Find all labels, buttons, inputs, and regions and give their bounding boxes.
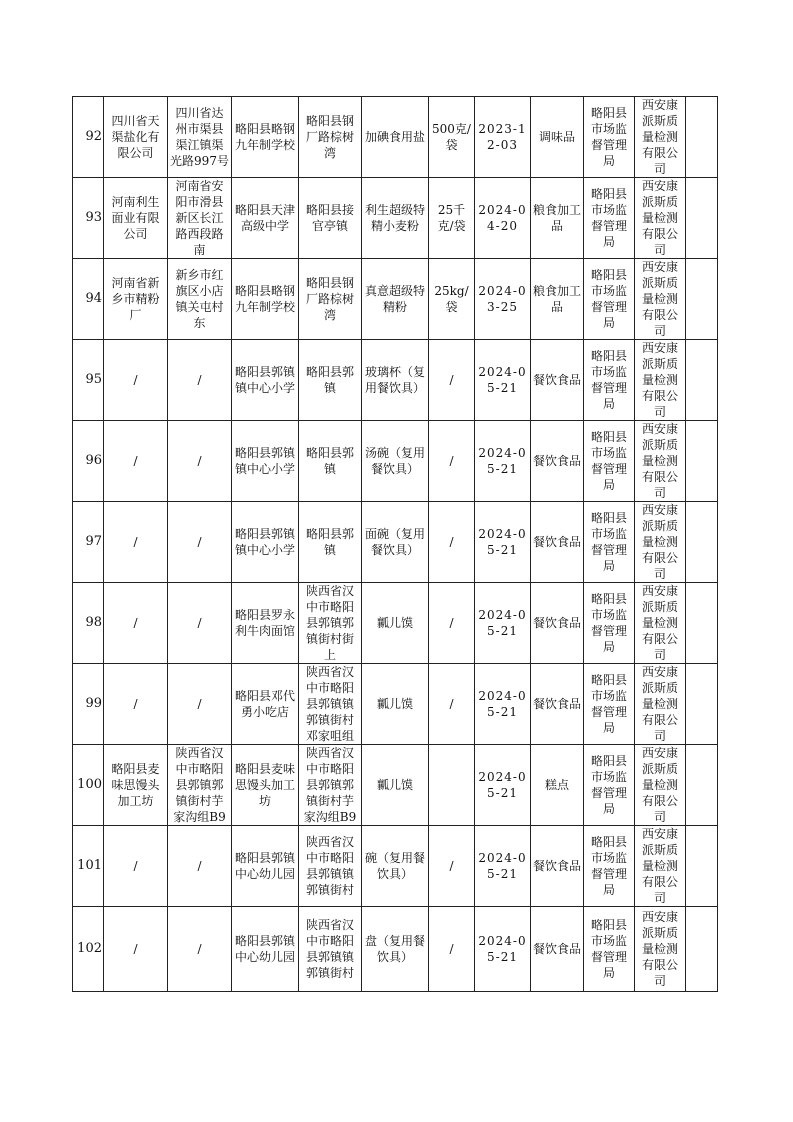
producer-name: 河南利生面业有限公司 [111,195,160,241]
producer-name-cell [104,97,168,178]
sampled-unit-name: 略阳县罗永利牛肉面馆 [234,608,295,638]
sampled-unit-name-cell [232,259,299,340]
producer-address: 新乡市红旗区小店镇关屯村东 [175,268,224,330]
task-source-cell [584,907,635,992]
testing-institution: 西安康派斯质量检测有限公司 [641,341,678,419]
production-date-cell [475,340,531,421]
specification: / [449,373,454,387]
specification-cell [429,97,475,178]
producer-address-cell [168,259,232,340]
producer-address-cell [168,583,232,664]
testing-institution-cell [635,340,686,421]
sampled-unit-name-cell [232,340,299,421]
sampled-unit-address-cell [299,340,362,421]
sampled-unit-address: 陕西省汉中市略阳县郭镇镇郭镇街村邓家咀组 [305,665,354,743]
row-number-cell [73,502,104,583]
producer-name-cell [104,502,168,583]
task-source: 略阳县市场监督管理局 [590,918,627,980]
sampled-unit-name: 略阳县郭镇中心幼儿园 [234,934,295,964]
table-row [73,907,718,992]
specification-cell [429,502,475,583]
sampled-unit-address: 陕西省汉中市略阳县郭镇郭镇街村街上 [305,584,354,662]
sampled-unit-name: 略阳县郭镇镇中心小学 [234,446,295,476]
table-row [73,340,718,421]
production-date-cell [475,745,531,826]
producer-address: / [197,454,202,468]
specification: / [449,942,454,956]
food-name: 加碘食用盐 [364,130,425,144]
food-name-cell [362,178,429,259]
specification-cell [429,259,475,340]
task-source: 略阳县市场监督管理局 [590,754,627,816]
food-name-cell [362,502,429,583]
sampled-unit-address: 陕西省汉中市略阳县郭镇镇郭镇街村 [305,918,354,980]
producer-address: / [197,616,202,630]
sampled-unit-name: 略阳县郭镇中心幼儿园 [234,851,295,881]
sampled-unit-name-cell [232,745,299,826]
sampled-unit-address-cell [299,97,362,178]
sampled-unit-address: 略阳县郭镇 [305,365,354,395]
food-name: 瓤儿馍 [376,616,413,630]
table-row [73,421,718,502]
remarks-cell [686,664,718,745]
task-source-cell [584,826,635,907]
sampled-unit-address: 陕西省汉中市略阳县郭镇郭镇街村芋家沟组B9 [303,746,357,824]
sampled-unit-address: 略阳县郭镇 [305,527,354,557]
producer-name: 河南省新乡市精粉厂 [111,276,160,322]
producer-name-cell [104,907,168,992]
testing-institution-cell [635,97,686,178]
specification: / [449,697,454,711]
table-row [73,745,718,826]
sampled-unit-name: 略阳县天津高级中学 [234,203,295,233]
producer-address: 河南省安阳市滑县新区长江路西段路南 [175,179,224,257]
remarks-cell [686,745,718,826]
table-row [73,664,718,745]
remarks-cell [686,826,718,907]
production-date-cell [475,421,531,502]
row-number-cell [73,259,104,340]
production-date: 2024-05-21 [478,446,527,476]
food-name: 碗（复用餐饮具） [364,851,425,881]
task-source: 略阳县市场监督管理局 [590,430,627,492]
row-number: 94 [85,291,102,306]
food-name: 利生超级特精小麦粉 [364,203,425,233]
task-source: 略阳县市场监督管理局 [590,268,627,330]
sampled-unit-name-cell [232,826,299,907]
production-date: 2023-12-03 [478,122,527,152]
row-number-cell [73,583,104,664]
sampled-unit-address-cell [299,664,362,745]
food-category: 粮食加工品 [533,203,581,233]
testing-institution: 西安康派斯质量检测有限公司 [641,179,678,257]
row-number-cell [73,421,104,502]
producer-name-cell [104,178,168,259]
task-source-cell [584,421,635,502]
producer-name: / [133,616,138,630]
row-number: 93 [85,210,102,225]
producer-name: 四川省天渠盐化有限公司 [111,114,160,160]
sampled-unit-name-cell [232,664,299,745]
producer-name: / [133,859,138,873]
specification-cell [429,421,475,502]
food-category-cell [531,421,584,502]
row-number: 102 [77,941,102,956]
testing-institution: 西安康派斯质量检测有限公司 [641,827,678,905]
sampled-unit-address: 略阳县接官亭镇 [305,203,354,233]
table-row [73,178,718,259]
production-date: 2024-05-21 [478,770,527,800]
producer-name: / [133,697,138,711]
sampled-unit-name: 略阳县略钢九年制学校 [234,122,295,152]
testing-institution-cell [635,421,686,502]
sampled-unit-name: 略阳县郭镇镇中心小学 [234,365,295,395]
row-number: 92 [85,129,102,144]
producer-name-cell [104,826,168,907]
table-row [73,97,718,178]
remarks-cell [686,340,718,421]
sampled-unit-address-cell [299,502,362,583]
food-category-cell [531,97,584,178]
sampled-unit-name-cell [232,97,299,178]
testing-institution: 西安康派斯质量检测有限公司 [641,98,678,176]
food-name-cell [362,826,429,907]
testing-institution-cell [635,664,686,745]
food-category-cell [531,178,584,259]
specification-cell [429,583,475,664]
sampled-unit-address: 略阳县钢厂路棕树湾 [305,276,354,322]
sampled-unit-name: 略阳县邓代勇小吃店 [234,689,295,719]
food-category-cell [531,340,584,421]
specification-cell [429,340,475,421]
producer-name-cell [104,745,168,826]
row-number: 97 [85,534,102,549]
row-number: 98 [85,615,102,630]
sampling-results-table [72,96,718,992]
sampled-unit-name-cell [232,907,299,992]
specification-cell [429,745,475,826]
task-source-cell [584,340,635,421]
producer-name: / [133,454,138,468]
producer-name: 略阳县麦味思馒头加工坊 [111,762,160,808]
task-source: 略阳县市场监督管理局 [590,673,627,735]
producer-name-cell [104,583,168,664]
specification-cell [429,826,475,907]
food-category-cell [531,664,584,745]
row-number-cell [73,745,104,826]
sampled-unit-address: 略阳县钢厂路棕树湾 [305,114,354,160]
sampled-unit-name: 略阳县郭镇镇中心小学 [234,527,295,557]
testing-institution-cell [635,907,686,992]
sampled-unit-address: 陕西省汉中市略阳县郭镇镇郭镇街村 [305,835,354,897]
sampled-unit-address-cell [299,178,362,259]
food-name: 面碗（复用餐饮具） [364,527,425,557]
food-category: 餐饮食品 [533,942,581,956]
producer-address-cell [168,745,232,826]
task-source: 略阳县市场监督管理局 [590,349,627,411]
specification: 25kg/袋 [434,284,469,314]
producer-address-cell [168,421,232,502]
producer-name: / [133,535,138,549]
production-date: 2024-03-25 [478,284,527,314]
producer-address: / [197,697,202,711]
specification: 25千克/袋 [437,203,466,233]
food-name-cell [362,745,429,826]
producer-address: 四川省达州市渠县渠江镇渠光路997号 [170,106,229,168]
sampled-unit-address: 略阳县郭镇 [305,446,354,476]
specification-cell [429,907,475,992]
food-name: 汤碗（复用餐饮具） [364,446,425,476]
producer-address: / [197,373,202,387]
task-source: 略阳县市场监督管理局 [590,106,627,168]
task-source-cell [584,97,635,178]
row-number: 95 [85,372,102,387]
producer-name-cell [104,259,168,340]
task-source-cell [584,259,635,340]
task-source-cell [584,745,635,826]
sampled-unit-name-cell [232,178,299,259]
specification: / [449,454,454,468]
food-category: 糕点 [544,778,569,792]
food-name: 真意超级特精粉 [364,284,425,314]
food-category: 餐饮食品 [533,859,581,873]
food-name: 玻璃杯（复用餐饮具） [364,365,425,395]
food-name-cell [362,97,429,178]
testing-institution-cell [635,745,686,826]
food-name-cell [362,907,429,992]
row-number: 96 [85,453,102,468]
producer-address: 陕西省汉中市略阳县郭镇郭镇街村芋家沟组B9 [173,746,226,824]
production-date: 2024-05-21 [478,851,527,881]
testing-institution-cell [635,502,686,583]
food-category: 餐饮食品 [533,535,581,549]
production-date: 2024-05-21 [478,934,527,964]
sampled-unit-address-cell [299,259,362,340]
remarks-cell [686,421,718,502]
testing-institution-cell [635,259,686,340]
row-number-cell [73,97,104,178]
food-category: 调味品 [538,130,575,144]
testing-institution: 西安康派斯质量检测有限公司 [641,746,678,824]
specification-cell [429,664,475,745]
row-number-cell [73,340,104,421]
food-name: 瓤儿馍 [376,697,413,711]
row-number-cell [73,907,104,992]
testing-institution: 西安康派斯质量检测有限公司 [641,503,678,581]
task-source: 略阳县市场监督管理局 [590,511,627,573]
producer-address-cell [168,97,232,178]
task-source-cell [584,502,635,583]
testing-institution-cell [635,826,686,907]
sampled-unit-name-cell [232,502,299,583]
row-number-cell [73,178,104,259]
specification-cell [429,178,475,259]
food-name: 瓤儿馍 [376,778,413,792]
task-source: 略阳县市场监督管理局 [590,187,627,249]
production-date: 2024-05-21 [478,527,527,557]
sampled-unit-name: 略阳县麦味思馒头加工坊 [234,762,295,808]
production-date-cell [475,259,531,340]
food-name-cell [362,664,429,745]
producer-address-cell [168,178,232,259]
production-date-cell [475,178,531,259]
task-source: 略阳县市场监督管理局 [590,835,627,897]
remarks-cell [686,259,718,340]
food-name-cell [362,583,429,664]
food-category: 粮食加工品 [533,284,581,314]
production-date: 2024-05-21 [478,689,527,719]
sampled-unit-address-cell [299,421,362,502]
remarks-cell [686,178,718,259]
food-category-cell [531,826,584,907]
table-row [73,826,718,907]
task-source-cell [584,583,635,664]
producer-name: / [133,373,138,387]
production-date-cell [475,502,531,583]
testing-institution: 西安康派斯质量检测有限公司 [641,260,678,338]
specification: / [449,616,454,630]
producer-name: / [133,942,138,956]
food-name-cell [362,259,429,340]
sampled-unit-address-cell [299,583,362,664]
table-body [73,97,718,992]
food-category-cell [531,583,584,664]
production-date-cell [475,583,531,664]
producer-address-cell [168,340,232,421]
task-source-cell [584,178,635,259]
remarks-cell [686,502,718,583]
testing-institution: 西安康派斯质量检测有限公司 [641,910,678,988]
producer-address: / [197,535,202,549]
producer-name-cell [104,340,168,421]
food-category: 餐饮食品 [533,373,581,387]
food-category: 餐饮食品 [533,454,581,468]
row-number: 99 [85,696,102,711]
specification: / [449,535,454,549]
producer-address: / [197,942,202,956]
food-category: 餐饮食品 [533,697,581,711]
food-name: 盘（复用餐饮具） [364,934,425,964]
testing-institution: 西安康派斯质量检测有限公司 [641,584,678,662]
remarks-cell [686,583,718,664]
table-row [73,502,718,583]
food-category-cell [531,259,584,340]
production-date-cell [475,826,531,907]
testing-institution: 西安康派斯质量检测有限公司 [641,665,678,743]
food-category-cell [531,502,584,583]
producer-address-cell [168,826,232,907]
food-category-cell [531,907,584,992]
task-source: 略阳县市场监督管理局 [590,592,627,654]
producer-address-cell [168,502,232,583]
producer-address: / [197,859,202,873]
producer-address-cell [168,664,232,745]
producer-name-cell [104,421,168,502]
row-number-cell [73,826,104,907]
testing-institution-cell [635,178,686,259]
remarks-cell [686,907,718,992]
testing-institution-cell [635,583,686,664]
task-source-cell [584,664,635,745]
production-date-cell [475,97,531,178]
sampled-unit-address-cell [299,745,362,826]
specification: 500克/袋 [432,122,471,152]
sampled-unit-address-cell [299,907,362,992]
producer-name-cell [104,664,168,745]
table-row [73,259,718,340]
sampled-unit-name-cell [232,421,299,502]
production-date: 2024-05-21 [478,365,527,395]
food-name-cell [362,340,429,421]
sampled-unit-address-cell [299,826,362,907]
production-date: 2024-05-21 [478,608,527,638]
production-date-cell [475,907,531,992]
food-category: 餐饮食品 [533,616,581,630]
testing-institution: 西安康派斯质量检测有限公司 [641,422,678,500]
sampled-unit-name-cell [232,583,299,664]
row-number-cell [73,664,104,745]
production-date: 2024-04-20 [478,203,527,233]
row-number: 101 [77,858,102,873]
food-name-cell [362,421,429,502]
production-date-cell [475,664,531,745]
specification: / [449,859,454,873]
food-category-cell [531,745,584,826]
remarks-cell [686,97,718,178]
row-number: 100 [77,777,102,792]
table-row [73,583,718,664]
sampled-unit-name: 略阳县略钢九年制学校 [234,284,295,314]
producer-address-cell [168,907,232,992]
